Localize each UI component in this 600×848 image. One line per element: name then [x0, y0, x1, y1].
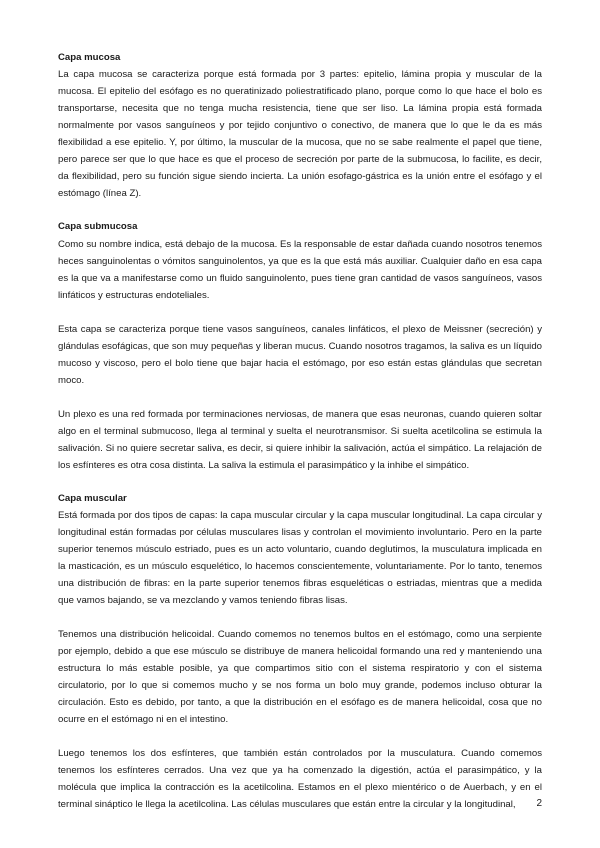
section-heading: Capa submucosa [58, 221, 138, 233]
paragraph: La capa mucosa se caracteriza porque está formada por 3 partes: epitelio, lámina propia y muscular de la mucosa. El epitelio del esófago es no queratinizado poliestratificado plano, porque como lo que hace el bolo es transportarse, necesita que no tenga mucha resistencia, tiene que ser liso. La lámina propia está formada normalmente por vasos sanguíneos y por tejido conjuntivo o conectivo, de manera que lo que le da es más flexibilidad a ese epitelio. Y, por último, la muscular de la mucosa, que no se sabe realmente el papel que tiene, pero parece ser que lo que hace es que el proceso de secreción por parte de la submucosa, lo facilite, es decir, da flexibilidad, pero su función sigue siendo incierta. La unión esofago-gástrica es la unión entre el esófago y el estómago (línea Z). [58, 69, 542, 200]
section-capa-muscular [58, 491, 542, 813]
section-heading: Capa muscular [58, 492, 127, 504]
paragraph: Esta capa se caracteriza porque tiene vasos sanguíneos, canales linfáticos, el plexo de Meissner (secreción) y glándulas esofágicas, que son muy pequeñas y liberan mucus. Cuando nosotros tragamos, la saliva es un líquido mucoso y viscoso, pero el bolo tiene que bajar hacia el estómago, por eso están estas glándulas que secretan moco. [58, 323, 542, 386]
section-capa-submucosa [58, 219, 542, 473]
paragraph: Un plexo es una red formada por terminaciones nerviosas, de manera que esas neuronas, cuando quieren soltar algo en el terminal submucoso, llega al terminal y suelta el neurotransmisor. Si suelta acetilcolina se estimula la salivación. Si no quiere secretar saliva, es decir, si quiere inhibir la salivación, actúa el simpático. La relajación de los esfínteres es otra cosa distinta. La saliva la estimula el parasimpático y la inhibe el simpático. [58, 408, 542, 471]
section-capa-mucosa [58, 50, 542, 202]
paragraph: Tenemos una distribución helicoidal. Cuando comemos no tenemos bultos en el estómago, como una serpiente por ejemplo, debido a que ese músculo se distribuye de manera helicoidal formando una red y manteniendo una estructura lo más estable posible, ya que compartimos sitio con el sistema respiratorio y con el sistema circulatorio, por lo que si comemos mucho y se nos forma un bolo muy grande, podemos incluso obturar la circulación. Esto es debido, por tanto, a que la distribución en el esófago es de manera helicoidal, cosa que no ocurre en el estómago ni en el intestino. [58, 629, 542, 726]
paragraph: Luego tenemos los dos esfínteres, que también están controlados por la musculatura. Cuando comemos tenemos los esfínteres cerrados. Una vez que ya ha comenzado la digestión, actúa el parasimpático, y la molécula que implica la contracción es la acetilcolina. Estamos en el plexo mientérico o de Auerbach, y en el terminal sináptico le llega la acetilcolina. Las células musculares que están entre la circular y la longitudinal, [58, 748, 542, 811]
page-number: 2 [536, 798, 542, 809]
paragraph: Como su nombre indica, está debajo de la mucosa. Es la responsable de estar dañada cuando nosotros tenemos heces sanguinolentas o vómitos sanguinolentos, ya que es la que está más auxiliar. Cualquier daño en esa capa es la que va a manifestarse como un fluido sanguinolento, pues tiene gran cantidad de vasos sanguíneos, vasos linfáticos y estructuras endoteliales. [58, 238, 542, 301]
page-content [58, 50, 542, 830]
section-heading: Capa mucosa [58, 52, 121, 63]
paragraph: Está formada por dos tipos de capas: la capa muscular circular y la capa muscular longitudinal. La capa circular y longitudinal están formadas por células musculares lisas y controlan el movimiento involuntario. Pero en la parte superior tenemos músculo estriado, pues es un acto voluntario, cuando deglutimos, la musculatura implicada en la masticación, es un músculo esquelético, lo hacemos conscientemente, voluntariamente. Por lo tanto, tenemos una distribución de fibras: en la parte superior tenemos fibras esqueléticas o estriadas, mientras que a medida que vamos bajando, se va mezclando y vamos teniendo fibras lisas. [58, 510, 542, 607]
